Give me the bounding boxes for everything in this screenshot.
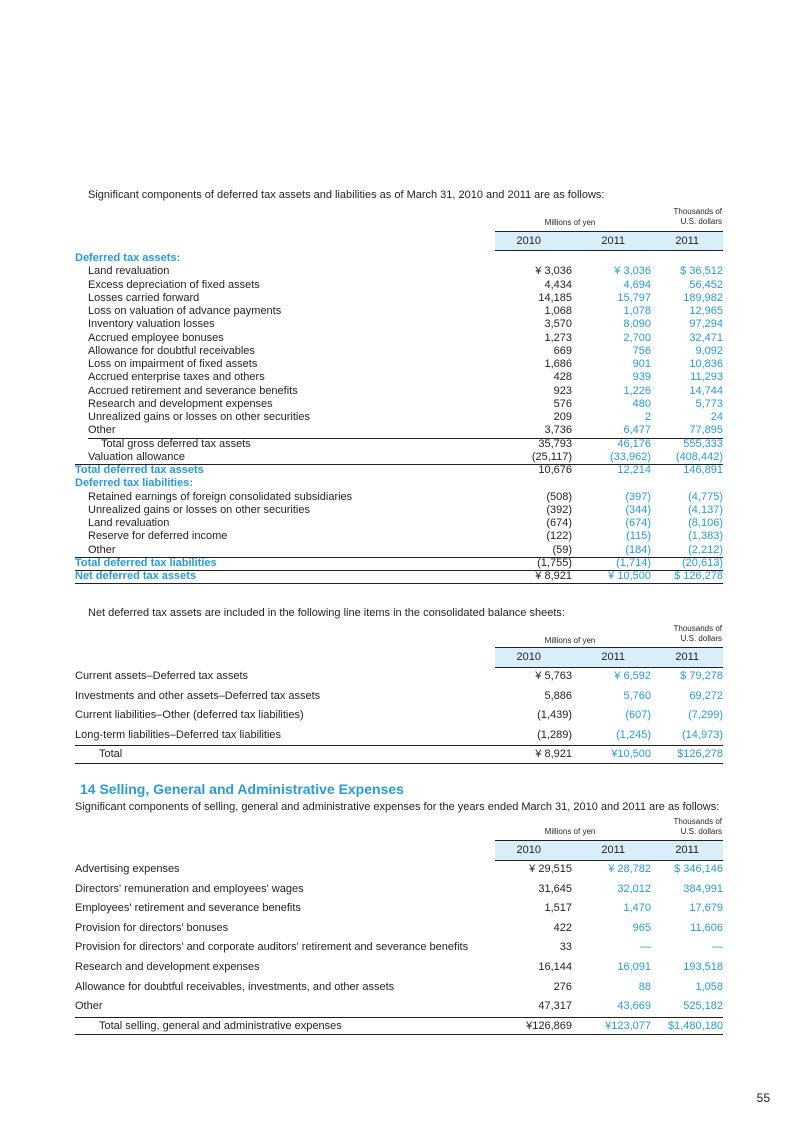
row-label: Total deferred tax assets	[75, 464, 204, 476]
row-label: Total deferred tax liabilities	[75, 556, 217, 569]
value-2011-usd: $ 79,278	[680, 670, 723, 682]
year-2010: 2010	[516, 235, 541, 247]
deferred-intro: Significant components of deferred tax assets and liabilities as of March 31, 2010 and 2011 are as follows:	[88, 189, 605, 201]
value-2011: (397)	[625, 490, 651, 503]
value-2010: ¥126,869	[526, 1019, 572, 1032]
value-2010: 923	[553, 384, 572, 397]
row-label: Other	[88, 543, 116, 556]
table-bottom-rule	[75, 583, 723, 584]
table-row	[75, 438, 723, 451]
value-2010: (25,117)	[531, 450, 572, 463]
value-2010: (508)	[546, 490, 572, 503]
value-2011: 16,091	[617, 961, 651, 973]
value-2011-usd: (20,613)	[682, 556, 723, 569]
row-label: Losses carried forward	[88, 291, 200, 304]
table-row	[75, 687, 723, 705]
value-2010: 3,570	[544, 318, 572, 331]
value-2011-usd: $ 126,278	[674, 570, 723, 582]
value-2011-usd: $126,278	[677, 748, 723, 761]
value-2010: 16,144	[538, 961, 572, 973]
value-2011: 480	[632, 397, 651, 410]
value-2011: 2	[644, 411, 651, 423]
value-2011: ¥ 6,592	[614, 670, 651, 682]
value-2011: 2,700	[623, 331, 651, 344]
row-label: Provision for directors' bonuses	[75, 921, 229, 934]
row-label: Other	[88, 424, 116, 437]
year-header-bar	[495, 231, 723, 251]
row-label: Deferred tax liabilities:	[75, 477, 193, 490]
table-row	[75, 557, 723, 570]
total-bottom-rule	[75, 1034, 723, 1035]
value-2011-usd: (4,137)	[688, 503, 723, 516]
year-2011-usd: 2011	[675, 235, 699, 247]
value-2011: (33,962)	[610, 450, 651, 463]
value-2011: 756	[632, 344, 651, 357]
value-2011: (115)	[626, 530, 651, 543]
row-label: Other	[75, 1000, 103, 1013]
row-label: Research and development expenses	[88, 397, 273, 410]
value-2011: 46,176	[617, 437, 651, 450]
row-label: Loss on valuation of advance payments	[88, 305, 282, 317]
table-row	[75, 899, 723, 917]
value-2011-usd: (1,383)	[688, 530, 723, 543]
value-2010: 3,736	[544, 424, 572, 437]
value-2011: (344)	[625, 503, 651, 516]
table-row	[75, 530, 723, 543]
table-row	[75, 504, 723, 517]
table-row	[75, 517, 723, 530]
value-2011: (1,714)	[616, 556, 651, 569]
table-row	[75, 726, 723, 744]
table-row	[75, 265, 723, 278]
value-2010: (1,439)	[537, 709, 572, 722]
value-2011-usd: 555,333	[683, 437, 723, 450]
row-label: Land revaluation	[88, 265, 170, 278]
row-label: Total selling, general and administrative expenses	[99, 1019, 342, 1032]
value-2010: 209	[553, 411, 572, 423]
value-2011: 965	[632, 921, 651, 934]
value-2011: (184)	[625, 543, 651, 556]
value-2011-usd: 12,965	[689, 305, 723, 317]
value-2011-usd: 77,895	[689, 424, 723, 437]
value-2011-usd: 11,606	[690, 921, 723, 934]
value-2011: 12,214	[617, 464, 651, 476]
value-2011-usd: 525,182	[683, 1000, 723, 1013]
total-bottom-rule	[75, 763, 723, 764]
value-2010: 1,068	[544, 305, 572, 317]
row-label: Long-term liabilities–Deferred tax liabilities	[75, 728, 282, 741]
row-label: Unrealized gains or losses on other securities	[88, 503, 310, 516]
value-2010: ¥ 3,036	[535, 265, 572, 278]
value-2011: 1,226	[623, 384, 651, 397]
table-row	[75, 978, 723, 996]
value-2010: ¥ 8,921	[535, 570, 572, 582]
row-label: Accrued enterprise taxes and others	[88, 371, 265, 384]
value-2010: 422	[553, 921, 572, 934]
value-2011-usd: (2,212)	[688, 543, 723, 556]
value-2010: 35,793	[538, 437, 572, 450]
table-row	[75, 464, 723, 477]
thousands-header: Thousands of U.S. dollars	[673, 817, 722, 836]
section-title: 14 Selling, General and Administrative Expenses	[80, 781, 404, 797]
value-2011-usd: 56,452	[689, 278, 723, 291]
millions-header: Millions of yen	[544, 636, 596, 645]
table-row	[75, 424, 723, 437]
value-2010: 47,317	[538, 1000, 572, 1013]
value-2010: 31,645	[538, 882, 572, 895]
year-header-bar: 2010 2011 2011	[495, 647, 723, 668]
row-label: Total gross deferred tax assets	[101, 437, 251, 450]
value-2011-usd: —	[712, 941, 723, 954]
row-label: Current liabilities–Other (deferred tax liabilities)	[75, 709, 304, 722]
row-label: Excess depreciation of fixed assets	[88, 278, 260, 291]
table-row	[75, 332, 723, 345]
row-label: Unrealized gains or losses on other securities	[88, 411, 310, 423]
value-2011: 88	[638, 980, 651, 993]
table-row	[75, 305, 723, 318]
row-label: Current assets–Deferred tax assets	[75, 670, 249, 682]
table-row	[75, 279, 723, 292]
row-label: Allowance for doubtful receivables	[88, 344, 255, 357]
value-2011-usd: 10,836	[689, 358, 723, 370]
value-2010: 1,273	[544, 331, 572, 344]
value-2010: 4,434	[544, 278, 572, 291]
table-row	[75, 880, 723, 898]
row-label: Advertising expenses	[75, 863, 180, 875]
table-row	[75, 292, 723, 305]
value-2011-usd: 189,982	[683, 291, 723, 304]
value-2010: (59)	[552, 543, 572, 556]
table-row	[75, 398, 723, 411]
total-top-rule	[75, 1017, 723, 1018]
value-2011: 15,797	[617, 291, 651, 304]
value-2010: (1,755)	[537, 556, 572, 569]
value-2011-usd: 1,058	[695, 980, 723, 993]
row-label: Research and development expenses	[75, 961, 260, 973]
value-2010: 276	[553, 980, 572, 993]
row-label: Allowance for doubtful receivables, investments, and other assets	[75, 980, 395, 993]
value-2010: ¥ 8,921	[535, 748, 572, 761]
value-2011-usd: (4,775)	[688, 490, 723, 503]
year-header-bar: 2010 2011 2011	[495, 840, 723, 861]
value-2010: ¥ 29,515	[529, 863, 572, 875]
table-row	[75, 451, 723, 464]
value-2010: 1,686	[544, 358, 572, 370]
value-2011-usd: 17,679	[689, 902, 723, 915]
thousands-header: Thousands of U.S. dollars	[673, 207, 722, 226]
value-2011-usd: (14,973)	[682, 728, 723, 741]
value-2011-usd: 9,092	[695, 344, 723, 357]
value-2011-usd: 32,471	[689, 331, 723, 344]
value-2011-usd: $ 346,146	[674, 863, 723, 875]
value-2011: ¥123,077	[605, 1019, 651, 1032]
row-label: Provision for directors' and corporate auditors' retirement and severance benefits	[75, 941, 469, 954]
value-2010: (1,289)	[537, 728, 572, 741]
table-row	[75, 544, 723, 557]
value-2011: 5,760	[623, 689, 651, 702]
row-label: Accrued employee bonuses	[88, 331, 224, 344]
page-number: 55	[756, 1091, 770, 1105]
table-row	[75, 745, 723, 763]
table-row	[75, 706, 723, 724]
value-2011: 1,078	[623, 305, 651, 317]
value-2011: 1,470	[623, 902, 651, 915]
value-2011: 32,012	[617, 882, 651, 895]
row-label: Valuation allowance	[88, 450, 186, 463]
table-row	[75, 997, 723, 1015]
value-2011: 4,694	[623, 278, 651, 291]
value-2011: ¥ 10,500	[608, 570, 651, 582]
value-2010: (392)	[546, 503, 572, 516]
value-2011-usd: 11,293	[690, 371, 723, 384]
value-2010: 10,676	[538, 464, 572, 476]
value-2011: ¥ 3,036	[614, 265, 651, 278]
row-label: Retained earnings of foreign consolidated subsidiaries	[88, 490, 353, 503]
table-row	[75, 667, 723, 685]
thousands-header: Thousands of U.S. dollars	[673, 624, 722, 643]
value-2010: (674)	[546, 517, 572, 529]
value-2011: ¥10,500	[611, 748, 651, 761]
value-2010: 669	[553, 344, 572, 357]
value-2010: 576	[553, 397, 572, 410]
value-2010: 33	[559, 941, 572, 954]
table-row	[75, 938, 723, 956]
value-2010: ¥ 5,763	[535, 670, 572, 682]
value-2011: —	[640, 941, 651, 954]
year-2011: 2011	[601, 235, 625, 247]
value-2011-usd: (7,299)	[688, 709, 723, 722]
value-2010: 5,886	[544, 689, 572, 702]
value-2011: (607)	[625, 709, 651, 722]
value-2010: 428	[553, 371, 572, 384]
value-2011: ¥ 28,782	[608, 863, 651, 875]
value-2011-usd: 14,744	[689, 384, 723, 397]
table-row	[75, 385, 723, 398]
millions-header: Millions of yen	[544, 827, 596, 836]
value-2011: 901	[632, 358, 651, 370]
value-2011-usd: 146,891	[683, 464, 723, 476]
row-label: Directors' remuneration and employees' wages	[75, 882, 304, 895]
value-2011: 43,669	[617, 1000, 651, 1013]
value-2011: 8,090	[623, 318, 651, 331]
value-2011: (1,245)	[616, 728, 651, 741]
value-2010: 14,185	[538, 291, 572, 304]
table-row	[75, 318, 723, 331]
row-label: Accrued retirement and severance benefits	[88, 384, 298, 397]
row-label: Employees' retirement and severance benefits	[75, 902, 301, 915]
value-2010: 1,517	[544, 902, 572, 915]
value-2011-usd: (408,442)	[675, 450, 723, 463]
total-top-rule	[75, 745, 723, 746]
net-intro: Net deferred tax assets are included in the following line items in the consolidated balance sheets:	[88, 607, 565, 619]
value-2011-usd: 97,294	[689, 318, 723, 331]
row-label: Net deferred tax assets	[75, 570, 197, 582]
row-label: Inventory valuation losses	[88, 318, 215, 331]
table-row	[75, 860, 723, 878]
value-2011-usd: 69,272	[689, 689, 723, 702]
table-row	[75, 958, 723, 976]
value-2011-usd: (8,106)	[688, 517, 723, 529]
sga-intro: Significant components of selling, general and administrative expenses for the years ended March 31, 2010 and 2011 are as follows:	[75, 801, 720, 813]
value-2011-usd: 384,991	[683, 882, 723, 895]
value-2011: 6,477	[623, 424, 651, 437]
value-2011-usd: 5,773	[695, 397, 723, 410]
row-label: Total	[99, 748, 123, 761]
table-row	[75, 358, 723, 371]
table-row	[75, 570, 723, 583]
row-label: Deferred tax assets:	[75, 252, 181, 264]
table-row	[75, 477, 723, 490]
row-label: Reserve for deferred income	[88, 530, 228, 543]
table-row	[75, 371, 723, 384]
table-row	[75, 919, 723, 937]
value-2010: (122)	[546, 530, 572, 543]
row-label: Land revaluation	[88, 517, 170, 529]
value-2011-usd: $1,480,180	[667, 1019, 723, 1032]
value-2011: (674)	[625, 517, 651, 529]
value-2011: 939	[632, 371, 651, 384]
row-label: Investments and other assets–Deferred tax assets	[75, 689, 321, 702]
millions-header: Millions of yen	[544, 218, 596, 227]
value-2011-usd: 193,518	[683, 961, 723, 973]
value-2011-usd: $ 36,512	[680, 265, 723, 278]
table-row	[75, 1017, 723, 1035]
table-row	[75, 411, 723, 424]
table-row	[75, 345, 723, 358]
value-2011-usd: 24	[710, 411, 723, 423]
table-row	[75, 252, 723, 265]
row-label: Loss on impairment of fixed assets	[88, 358, 258, 370]
table-row	[75, 491, 723, 504]
